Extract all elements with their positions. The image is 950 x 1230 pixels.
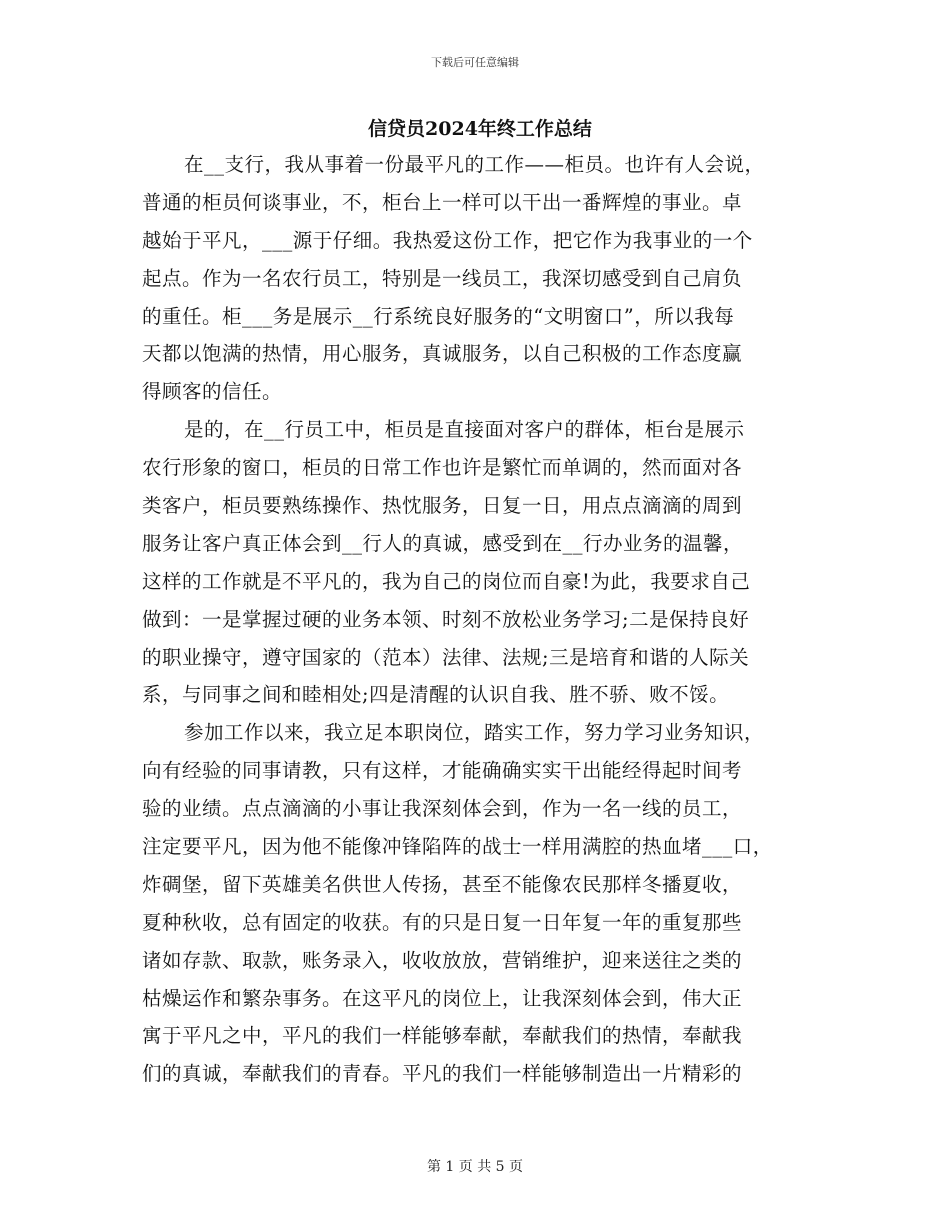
paragraph-line: 们的真诚，奉献我们的青春。平凡的我们一样能够制造出一片精彩的: [142, 1062, 743, 1086]
paragraph: [142, 714, 822, 1093]
paragraph-line: 这样的工作就是不平凡的，我为自己的岗位而自豪!为此，我要求自己: [142, 569, 751, 593]
paragraph-line: 服务让客户真正体会到__行人的真诚，感受到在__行办业务的温馨，: [142, 531, 744, 555]
paragraph-line: 炸碉堡，留下英雄美名供世人传扬，甚至不能像农民那样冬播夏收，: [142, 872, 743, 896]
paragraph-line: 在__支行，我从事着一份最平凡的工作——柜员。也许有人会说，: [184, 153, 765, 176]
paragraph-line: 诸如存款、取款，账务录入，收收放放，营销维护，迎来送往之类的: [142, 948, 743, 972]
document-body: [142, 146, 822, 1093]
paragraph-line: 类客户，柜员要熟练操作、热忱服务，日复一日，用点点滴滴的周到: [142, 494, 743, 518]
paragraph-line: 的职业操守，遵守国家的（范本）法律、法规;三是培育和谐的人际关: [142, 645, 750, 669]
paragraph: [142, 146, 822, 411]
paragraph-line: 农行形象的窗口，柜员的日常工作也许是繁忙而单调的，然而面对各: [142, 456, 743, 480]
paragraph-line: 注定要平凡，因为他不能像冲锋陷阵的战士一样用满腔的热血堵___口，: [142, 835, 773, 859]
document-title: 信贷员2024年终工作总结: [368, 118, 592, 140]
paragraph-line: 是的，在__行员工中，柜员是直接面对客户的群体，柜台是展示: [184, 418, 745, 442]
page-footer: 第 1 页 共 5 页: [426, 1159, 524, 1175]
paragraph-line: 做到：一是掌握过硬的业务本领、时刻不放松业务学习;二是保持良好: [142, 607, 750, 631]
paragraph-line: 起点。作为一名农行员工，特别是一线员工，我深切感受到自己肩负: [142, 266, 743, 290]
paragraph-line: 的重任。柜___务是展示__行系统良好服务的“文明窗口”，所以我每: [142, 304, 735, 328]
paragraph-line: 天都以饱满的热情，用心服务，真诚服务，以自己积极的工作态度赢: [142, 342, 743, 366]
paragraph-line: 向有经验的同事请教，只有这样，才能确确实实干出能经得起时间考: [142, 759, 743, 783]
paragraph-line: 验的业绩。点点滴滴的小事让我深刻体会到，作为一名一线的员工，: [142, 797, 743, 821]
paragraph-line: 普通的柜员何谈事业，不，柜台上一样可以干出一番辉煌的事业。卓: [142, 190, 743, 214]
paragraph-line: 枯燥运作和繁杂事务。在这平凡的岗位上，让我深刻体会到，伟大正: [142, 986, 743, 1010]
page-header-note: 下载后可任意编辑: [431, 56, 519, 69]
paragraph-line: 系，与同事之间和睦相处;四是清醒的认识自我、胜不骄、败不馁。: [142, 683, 730, 707]
paragraph-line: 参加工作以来，我立足本职岗位，踏实工作，努力学习业务知识，: [184, 721, 765, 745]
paragraph-line: 寓于平凡之中，平凡的我们一样能够奉献，奉献我们的热情，奉献我: [142, 1024, 743, 1048]
paragraph: [142, 411, 822, 714]
paragraph-line: 得顾客的信任。: [142, 380, 283, 404]
paragraph-line: 夏种秋收，总有固定的收获。有的只是日复一日年复一年的重复那些: [142, 910, 743, 934]
paragraph-line: 越始于平凡，___源于仔细。我热爱这份工作，把它作为我事业的一个: [142, 228, 753, 252]
